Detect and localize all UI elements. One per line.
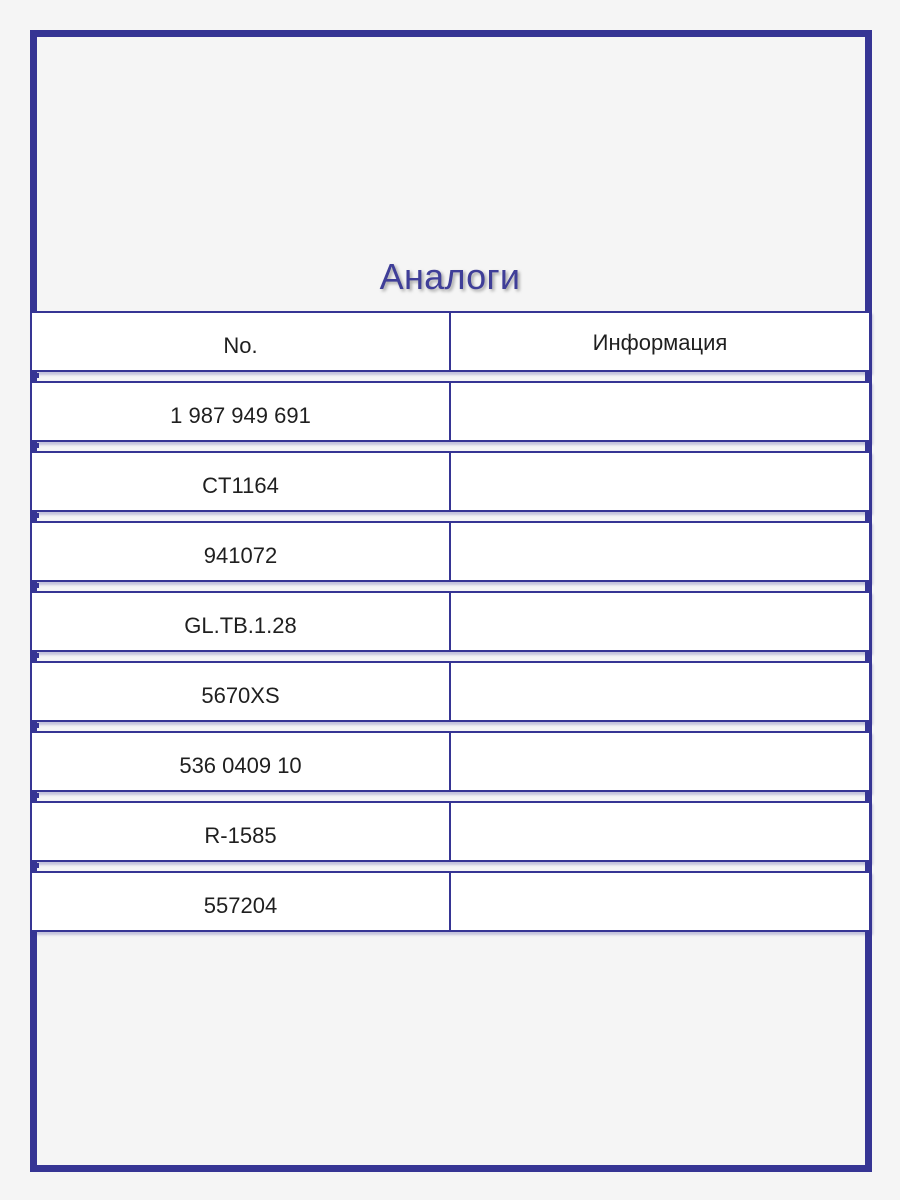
part-number-cell: 941072 — [32, 523, 451, 580]
information-cell — [451, 803, 869, 860]
table-header-row — [30, 311, 871, 372]
part-number-cell: GL.TB.1.28 — [32, 593, 451, 650]
part-number-cell: 536 0409 10 — [32, 733, 451, 790]
table-row — [30, 801, 871, 862]
header-number: No. — [32, 313, 451, 370]
information-cell — [451, 663, 869, 720]
table-row — [30, 521, 871, 582]
information-cell — [451, 873, 869, 930]
part-number-cell: 5670XS — [32, 663, 451, 720]
row-marker — [34, 793, 39, 798]
row-marker — [34, 513, 39, 518]
table-row — [30, 871, 871, 932]
row-marker — [34, 583, 39, 588]
row-marker — [34, 653, 39, 658]
row-marker — [34, 863, 39, 868]
header-information: Информация — [592, 330, 728, 355]
part-number-cell: R-1585 — [32, 803, 451, 860]
table-row — [30, 731, 871, 792]
page-title: Аналоги — [379, 256, 521, 297]
information-cell — [451, 523, 869, 580]
part-number-cell: 557204 — [32, 873, 451, 930]
part-number-cell: CT1164 — [32, 453, 451, 510]
information-cell — [451, 733, 869, 790]
table-row — [30, 661, 871, 722]
analogs-table — [30, 311, 871, 932]
part-number-cell: 1 987 949 691 — [32, 383, 451, 440]
table-row — [30, 591, 871, 652]
row-marker — [34, 723, 39, 728]
information-cell — [451, 383, 869, 440]
table-row — [30, 381, 871, 442]
information-cell — [451, 453, 869, 510]
table-row — [30, 451, 871, 512]
row-marker — [34, 373, 39, 378]
row-marker — [34, 443, 39, 448]
information-cell — [451, 593, 869, 650]
